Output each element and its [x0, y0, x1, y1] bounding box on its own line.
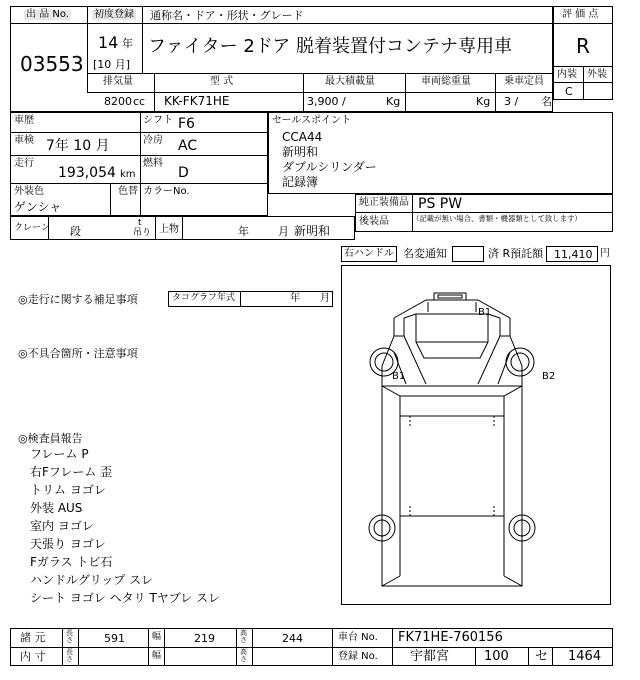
inspector-report-header: ◎検査員報告: [18, 432, 83, 445]
gross-weight-unit: Kg: [476, 95, 491, 108]
defects-header: ◎不具合箇所・注意事項: [18, 347, 138, 360]
interior-grade-label: 内装: [557, 69, 577, 80]
displacement-label: 排気量: [103, 76, 133, 87]
first-registration-label: 初度登録: [94, 9, 134, 20]
inspector-item: Fガラス トビ石: [30, 555, 113, 569]
registration-kana: セ: [535, 649, 549, 664]
displacement-value: 8200: [104, 95, 132, 108]
length-label: 長さ: [66, 648, 73, 663]
recycle-amount: 11,410: [554, 248, 593, 261]
retrofit-note: （記載が無い場合、書類・機器類として致します）: [412, 215, 582, 224]
chassis-number: FK71HE-760156: [398, 630, 503, 645]
damage-mark: B1: [392, 371, 406, 382]
inspection-label: 車検: [14, 135, 34, 146]
chassis-label: 車台 No.: [338, 632, 378, 643]
height-label: 高さ: [240, 629, 247, 644]
equipment-label: 純正装備品: [359, 197, 409, 208]
fuel-value: D: [178, 165, 189, 181]
registration-year: 14: [98, 33, 119, 52]
inspector-item: 室内 ヨゴレ: [30, 519, 94, 533]
sales-points-label: セールスポイント: [272, 115, 352, 126]
crane-lift: 吊り: [133, 228, 152, 238]
ac-value: AC: [178, 138, 198, 154]
registration-number: 1464: [568, 649, 602, 664]
inspector-item: 右Fフレーム 歪: [30, 465, 113, 479]
ac-label: 冷房: [143, 135, 163, 146]
tachograph-label: タコグラフ年式: [172, 293, 236, 303]
width-value: 219: [194, 632, 215, 645]
vehicle-name: ファイター 2ドア 脱着装置付コンテナ専用車: [148, 36, 512, 57]
capacity-label: 乗車定員: [504, 76, 544, 87]
lot-number: 03553: [20, 52, 84, 76]
recycle-label: 済 R預託額: [488, 247, 544, 260]
registration-label: 登録 No.: [338, 651, 378, 662]
width-label: 幅: [152, 632, 162, 642]
rhd-label: 右ハンドル: [344, 248, 394, 259]
damage-mark: B2: [542, 371, 556, 382]
tachograph-year: 年: [290, 293, 300, 304]
tachograph-month: 月: [320, 293, 330, 304]
crane-label: クレーン: [14, 223, 50, 233]
length-value: 591: [104, 632, 125, 645]
inspector-item: 外装 AUS: [30, 501, 83, 515]
crane-ton: t: [138, 218, 142, 228]
mileage-unit: km: [120, 169, 136, 180]
max-load-label: 最大積載量: [325, 76, 375, 87]
displacement-unit: cc: [133, 95, 146, 108]
capacity-value: 3 /: [504, 95, 519, 108]
max-load-unit: Kg: [386, 95, 401, 108]
equipment-value: PS PW: [418, 196, 463, 212]
sales-point-item: ダブルシリンダー: [282, 160, 377, 174]
retrofit-label: 後装品: [359, 216, 389, 227]
interior-grade-value: C: [565, 85, 573, 98]
grade-value: R: [576, 34, 590, 58]
mileage-label: 走行: [14, 158, 34, 169]
crane-stage: 段: [70, 225, 81, 238]
history-label: 車歴: [14, 115, 34, 126]
color-number-label: カラーNo.: [143, 186, 190, 197]
inspector-item: トリム ヨゴレ: [30, 483, 106, 497]
upper-body-maker: 新明和: [294, 224, 331, 238]
inspector-item: ハンドルグリップ スレ: [30, 573, 154, 587]
model-value: KK-FK71HE: [164, 94, 230, 108]
lot-label: 出 品 No.: [26, 9, 69, 20]
specs-label: 諸 元: [20, 631, 46, 644]
exterior-grade-label: 外装: [587, 69, 607, 80]
name-change-label: 名変通知: [403, 247, 447, 260]
height-value: 244: [282, 632, 303, 645]
inspection-value: 7年 10 月: [46, 138, 110, 154]
inspector-item: フレーム P: [30, 447, 89, 461]
damage-mark: B1: [478, 307, 492, 318]
driving-notes-header: ◎走行に関する補足事項: [18, 293, 138, 306]
registration-class: 100: [484, 649, 509, 664]
max-load-value: 3,900 /: [307, 95, 346, 108]
color-change-label: 色替: [118, 186, 138, 197]
sales-point-item: CCA44: [282, 130, 323, 144]
registration-area: 宇都宮: [410, 649, 450, 664]
inner-size-label: 内 寸: [20, 650, 46, 663]
gross-weight-label: 車両総重量: [421, 76, 471, 87]
yen-unit: 円: [600, 248, 610, 259]
inspector-item: シート ヨゴレ ヘタリ Tヤブレ スレ: [30, 591, 221, 605]
vehicle-diagram: [341, 265, 611, 605]
upper-body-month: 月: [278, 225, 289, 238]
registration-month: [10 月]: [93, 58, 131, 71]
upper-body-year: 年: [238, 225, 249, 238]
width-label: 幅: [152, 651, 162, 661]
vehicle-name-label: 通称名・ドア・形状・グレード: [150, 9, 304, 22]
upper-body-label: 上物: [159, 224, 179, 235]
mileage-value: 193,054: [58, 165, 116, 181]
capacity-unit: 名: [541, 95, 552, 108]
length-label: 長さ: [66, 629, 73, 644]
shift-value: F6: [178, 116, 195, 132]
year-unit: 年: [122, 37, 133, 50]
exterior-color-label: 外装色: [14, 186, 44, 197]
fuel-label: 燃料: [143, 158, 163, 169]
truck-outline-diagram: [342, 266, 610, 604]
sales-point-item: 新明和: [282, 145, 319, 159]
grade-label: 評 価 点: [562, 9, 599, 20]
inspector-item: 天張り ヨゴレ: [30, 537, 106, 551]
sales-point-item: 記録簿: [282, 175, 319, 189]
model-label: 型 式: [210, 76, 234, 87]
exterior-color-value: ゲンシャ: [14, 200, 62, 214]
name-change-checkbox: [452, 246, 484, 262]
height-label: 高さ: [240, 648, 247, 663]
shift-label: シフト: [143, 115, 173, 126]
